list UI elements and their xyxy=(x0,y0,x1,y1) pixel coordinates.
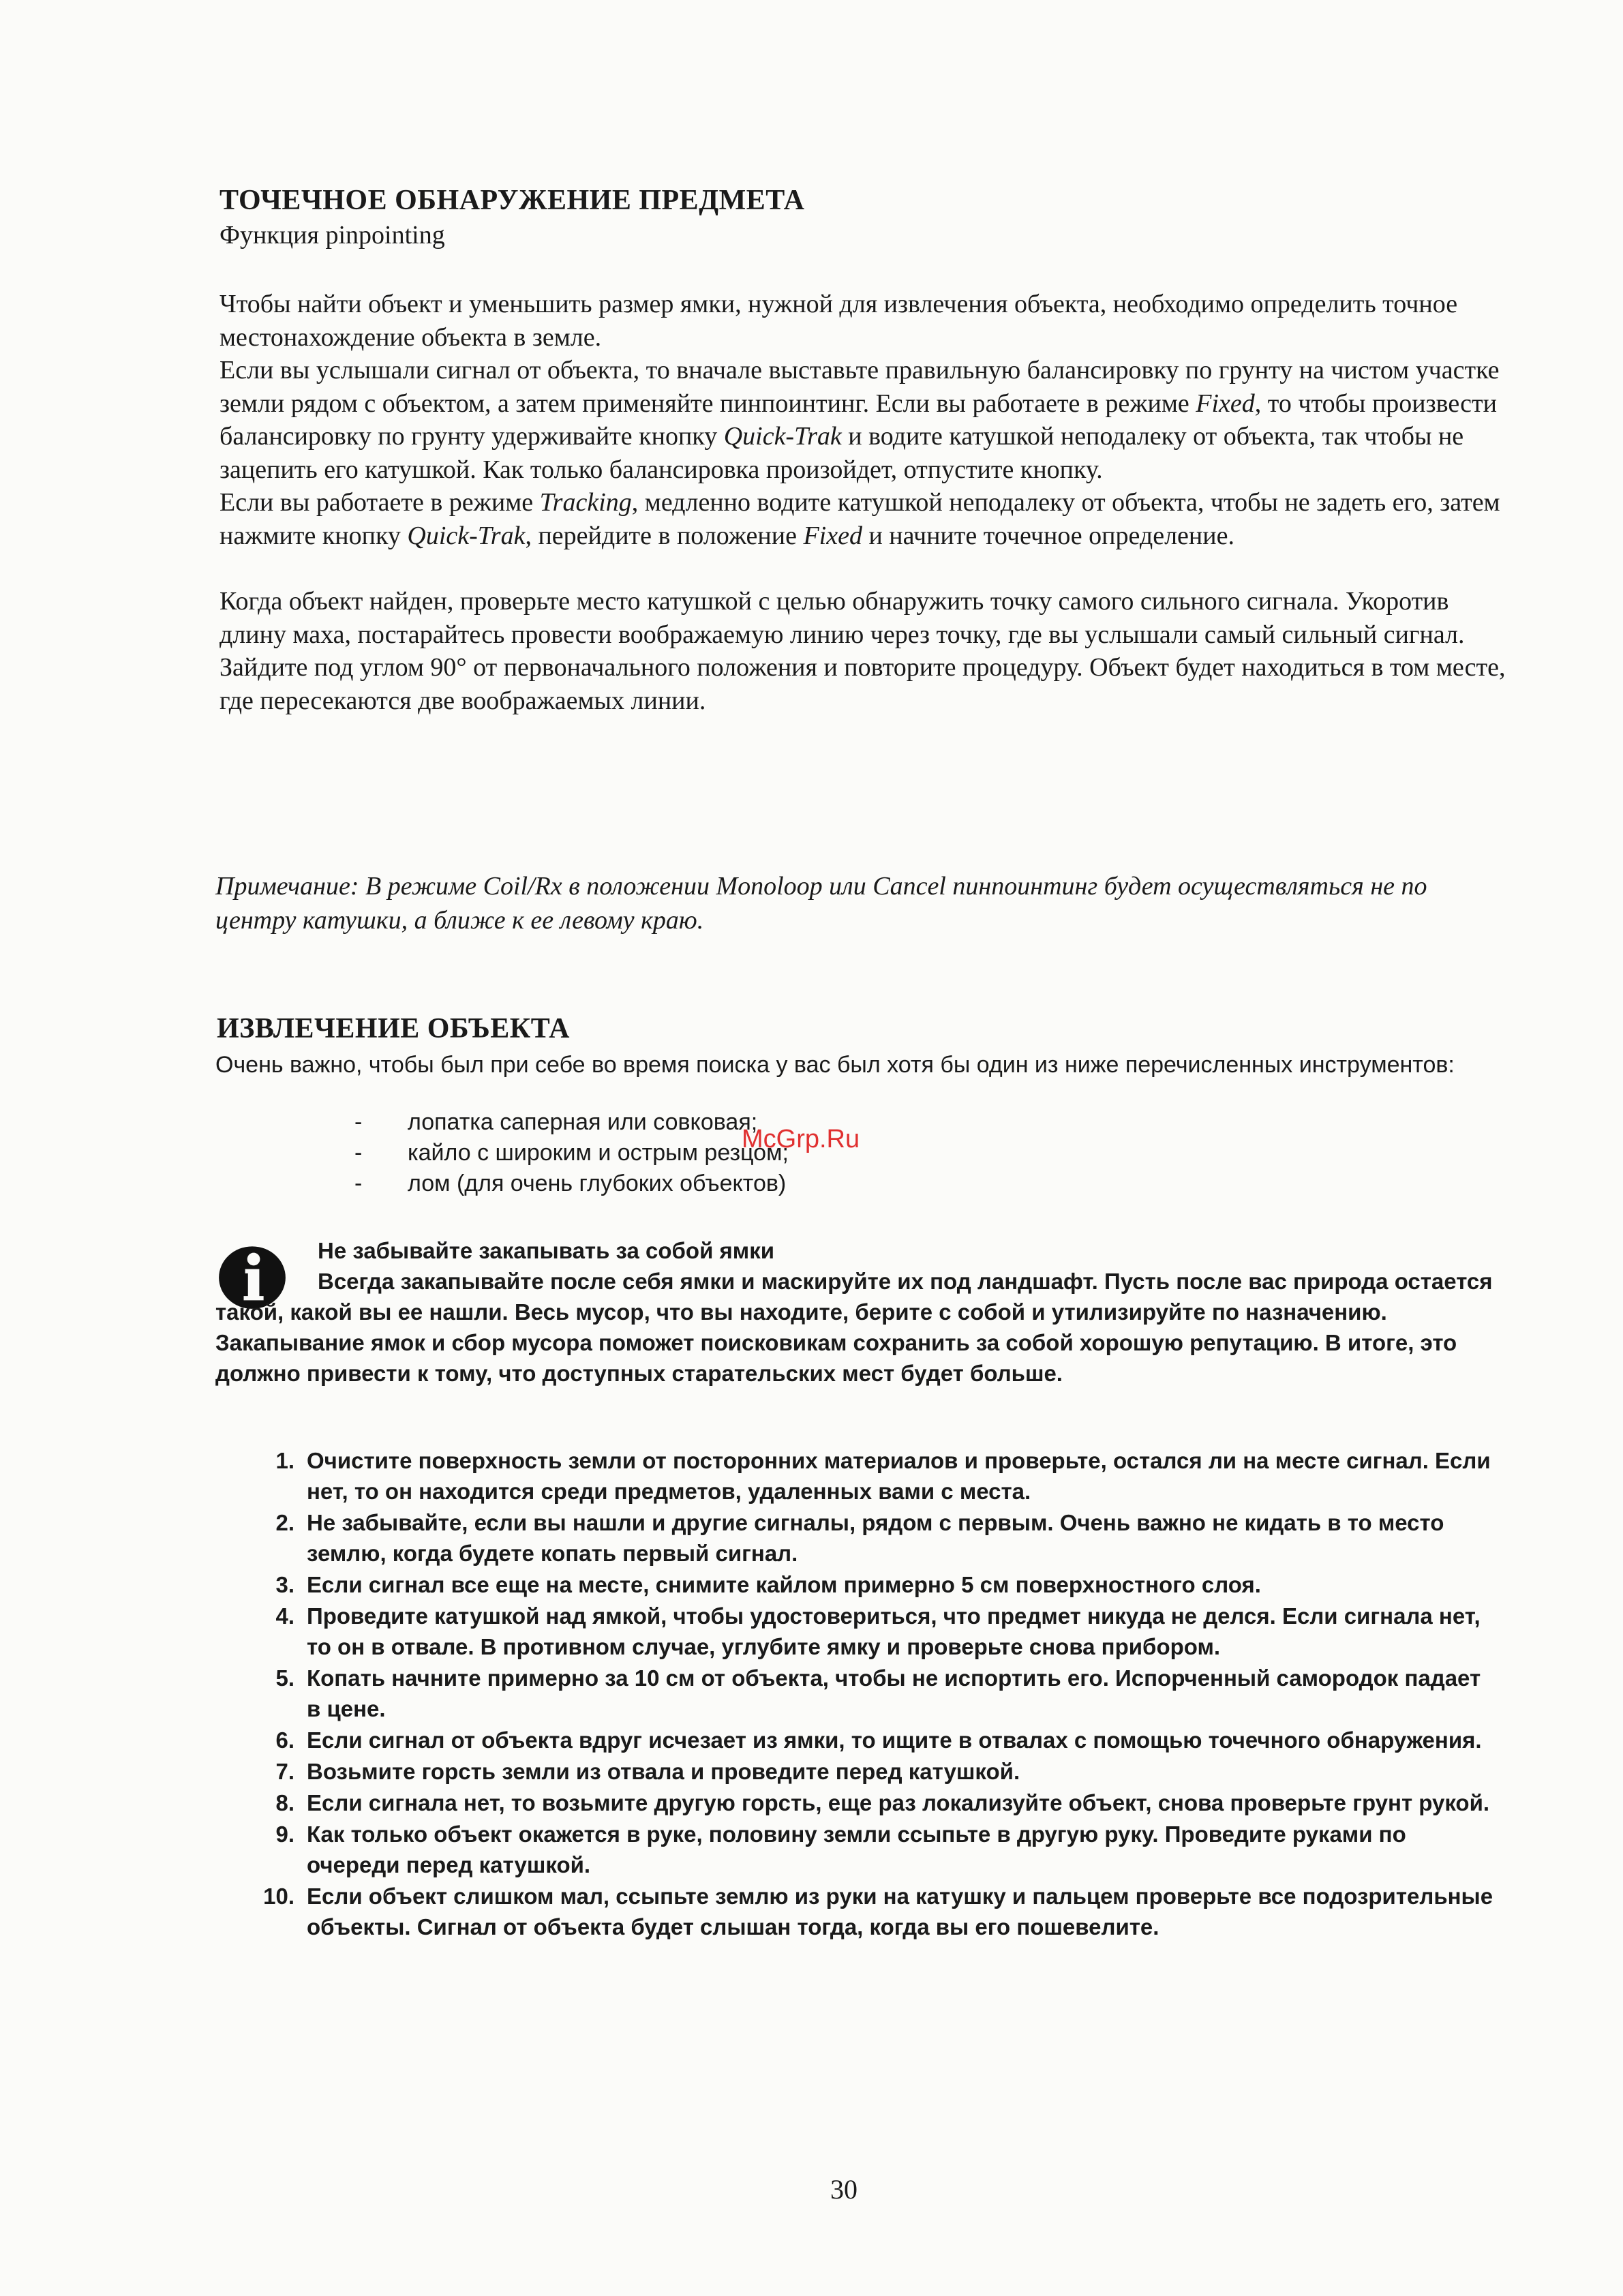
warning-title: Не забывайте закапывать за собой ямки xyxy=(318,1238,775,1263)
paragraph: Когда объект найден, проверьте место катушкой с целью обнаружить точку самого сильного сигнала. Укоротив длину маха, постарайтесь провести воображаемую линию через точку, где вы услышали самый сильный сигнал. xyxy=(219,587,1465,649)
list-item: 4. Проведите катушкой над ямкой, чтобы удостовериться, что предмет никуда не делся. Если сигнала нет, то он в отвале. В противном случае, углубите ямку и проверьте снова прибором. xyxy=(275,1603,1481,1659)
warning-body: Всегда закапывайте после себя ямки и маскируйте их под ландшафт. Пусть после вас природа остается такой, какой вы ее нашли. Весь мусор, что вы находите, берите с собой и утилизируйте по назначению. Закапывание ямок и сбор мусора поможет поисковикам сохранить за собой хорошую репутацию. В итоге, это должно привести к тому, что доступных старательских мест будет больше. xyxy=(215,1269,1493,1386)
list-item: - кайло с широким и острым резцом; xyxy=(354,1140,789,1166)
list-item: - лом (для очень глубоких объектов) xyxy=(354,1170,787,1196)
list-item: 8. Если сигнала нет, то возьмите другую горсть, еще раз локализуйте объект, снова проверьте грунт рукой. xyxy=(275,1790,1490,1815)
section-body xyxy=(219,288,1508,717)
watermark: McGrp.Ru xyxy=(742,1125,860,1153)
list-item: 7. Возьмите горсть земли из отвала и проведите перед катушкой. xyxy=(275,1759,1020,1784)
section-intro: Очень важно, чтобы был при себе во время поиска у вас был хотя бы один из ниже перечисленных инструментов: xyxy=(215,1052,1455,1078)
tools-list xyxy=(354,1107,789,1199)
extraction-steps xyxy=(254,1445,1494,1943)
list-item: 2. Не забывайте, если вы нашли и другие сигналы, рядом с первым. Очень важно не кидать в то место землю, когда будете копать первый сигнал. xyxy=(275,1510,1444,1566)
paragraph: Чтобы найти объект и уменьшить размер ямки, нужной для извлечения объекта, необходимо определить точное местонахождение объекта в земле. xyxy=(219,290,1458,352)
list-item: 6. Если сигнал от объекта вдруг исчезает из ямки, то ищите в отвалах с помощью точечного обнаружения. xyxy=(275,1727,1482,1753)
list-item: 1. Очистите поверхность земли от посторонних материалов и проверьте, остался ли на месте сигнал. Если нет, то он находится среди предметов, удаленных вами с места. xyxy=(275,1448,1491,1504)
paragraph: Если вы услышали сигнал от объекта, то вначале выставьте правильную балансировку по грунту на чистом участке земли рядом с объектом, а затем применяйте пинпоинтинг. Если вы работаете в режиме Fixed, то чтобы произвести балансировку по грунту удерживайте кнопку Quick-Trak и водите катушкой неподалеку от объекта, так чтобы не зацепить его катушкой. Как только балансировка произойдет, отпустите кнопку. xyxy=(219,356,1500,484)
section-subtitle: Функция pinpointing xyxy=(219,221,445,250)
warning-block xyxy=(215,1235,1511,1389)
list-item: 5. Копать начните примерно за 10 см от объекта, чтобы не испортить его. Испорченный самородок падает в цене. xyxy=(275,1665,1481,1721)
section-title-extraction: ИЗВЛЕЧЕНИЕ ОБЪЕКТА xyxy=(217,1013,570,1044)
list-item: 10. Если объект слишком мал, ссыпьте землю из руки на катушку и пальцем проверьте все подозрительные объекты. Сигнал от объекта будет слышан тогда, когда вы его пошевелите. xyxy=(263,1884,1493,1939)
paragraph: Если вы работаете в режиме Tracking, медленно водите катушкой неподалеку от объекта, чтобы не задеть его, затем нажмите кнопку Quick-Trak, перейдите в положение Fixed и начните точечное определение. xyxy=(219,488,1500,550)
list-item: 3. Если сигнал все еще на месте, снимите кайлом примерно 5 см поверхностного слоя. xyxy=(275,1572,1261,1597)
paragraph: Зайдите под углом 90° от первоначального положения и повторите процедуру. Объект будет находиться в том месте, где пересекаются две воображаемых линии. xyxy=(219,653,1506,715)
note-text: Примечание: В режиме Coil/Rx в положении Monoloop или Cancel пинпоинтинг будет осуществляться не по центру катушки, а ближе к ее левому краю. xyxy=(215,872,1427,935)
section-title-pinpointing: ТОЧЕЧНОЕ ОБНАРУЖЕНИЕ ПРЕДМЕТА xyxy=(219,185,805,216)
list-item: - лопатка саперная или совковая; xyxy=(354,1109,758,1135)
page-number: 30 xyxy=(830,2174,858,2205)
list-item: 9. Как только объект окажется в руке, половину земли ссыпьте в другую руку. Проведите руками по очереди перед катушкой. xyxy=(275,1822,1406,1877)
